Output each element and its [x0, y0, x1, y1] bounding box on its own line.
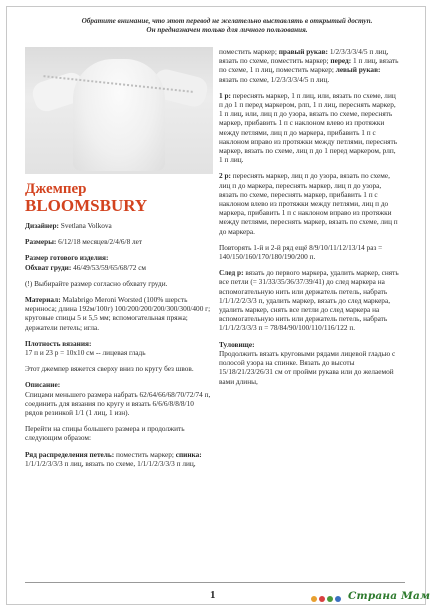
left-column: [25, 47, 211, 475]
raglan-continued: поместить маркер; правый рукав: 1/2/3/3/3/4/5 п лиц, вязать по схеме, поместить маркер; перед: 1 п лиц, вязать по схеме, 1 п лиц, поместить маркер; левый рукав: вязать по схеме, 1/2/3/3/3/4/5 п лиц.: [219, 47, 399, 84]
gauge: Плотность вязания: 17 п и 23 р = 10х10 см -- лицевая гладь: [25, 338, 146, 358]
repeat-rows: Повторять 1-й и 2-й ряд ещё 8/9/10/11/12/13/14 раз = 140/150/160/170/180/190/200 п.: [219, 242, 383, 262]
logo-flower-icon: [310, 594, 346, 604]
sizes-line: Размеры: 6/12/18 месяцев/2/4/6/8 лет: [25, 237, 143, 247]
material: Материал: Malabrigo Meroni Worsted (100% шерсть мериноса; длина 192м/100г) 100/200/200/200/300/300/400 г; круговые спицы 5 и 5,5 мм; вспомогательная пряжа; держатели петель; игла.: [25, 295, 211, 332]
size-note: (!) Выбирайте размер согласно обхвату груди.: [25, 278, 168, 288]
row-2: 2 р: переснять маркер, лиц п до узора, вязать по схеме, лиц п до маркера, переснять маркер, лиц п до узора, вязать по схеме, переснять маркер, прибавить 1 п с наклоном влево из протяжки между петлями, лиц п до маркера, прибавить 1 п с наклоном вправо из протяжки между петлями, переснять маркер, вязать по схеме, лиц п до маркера.: [219, 171, 398, 236]
designer-line: Дизайнер: Svetlana Volkova: [25, 221, 112, 230]
copyright-notice: Обратите внимание, что этот перевод не желательно выставлять в открытый доступ. Он предназначен только для личного пользования.: [81, 17, 373, 34]
finished-size: Размер готового изделия: Обхват груди: 46/49/53/59/65/68/72 см: [25, 253, 147, 272]
site-logo[interactable]: Страна Мам: [348, 590, 431, 602]
torso: Туловище: Продолжить вязать круговыми рядами лицевой гладью с полосой узора на спинке. Вязать до высоты 15/18/21/23/26/31 см от пройми рукава или до желаемой вами длины,: [219, 339, 396, 386]
document-page: [6, 6, 426, 605]
page-number: 1: [210, 589, 216, 601]
description: Описание: Спицами меньшего размера набрать 62/64/66/68/70/72/74 п, соединить для вязания по кругу и вязать 6/6/6/8/8/8/10 рядов резинкой 1/1 (1 лиц, 1 изн).: [25, 380, 211, 418]
raglan-row: Ряд распределения петель: поместить маркер; спинка: 1/1/1/2/3/3/3 п лиц, вязать по схеме, 1/1/1/2/3/3/3 п лиц,: [25, 449, 202, 468]
sweater-photo: [25, 47, 213, 174]
next-row: След р: вязать до первого маркера, удалить маркер, снять все петли (= 31/33/35/36/37/39/41) до след маркера на вспомогательную нить или держатель петель, набрать 1/1/1/2/2/3/3 п, удалить маркер, вязать до след маркера, удалить маркер, снять все петли до след маркера на вспомогательную нить или держатель петель, набрать 1/1/1/2/3/3/3 п = 78/84/90/100/110/116/122 п.: [219, 268, 399, 333]
switch-needles: Перейти на спицы большего размера и продолжить следующим образом:: [25, 424, 185, 443]
title-line1: Джемпер: [25, 181, 87, 197]
footer-divider: [25, 582, 405, 583]
right-column: [219, 47, 399, 393]
top-down-note: Этот джемпер вяжется сверху вниз по кругу без швов.: [25, 364, 194, 374]
row-1: 1 р: переснять маркер, 1 п лиц, или, вязать по схеме, лиц п до 1 п перед маркером, рлп, 1 п лиц, переснять маркер, 1 п лиц, или, лиц п до узора, вязать по схеме, переснять маркер, прибавить 1 п с наклоном влево из протяжки между петлями, лиц п до маркера, прибавить 1 п с наклоном вправо из протяжки между петлями, переснять маркер, вязать по схеме, лиц п до 1 перед маркером, рлп, 1 п лиц.: [219, 90, 398, 165]
title-line2: BLOOMSBURY: [25, 196, 148, 215]
